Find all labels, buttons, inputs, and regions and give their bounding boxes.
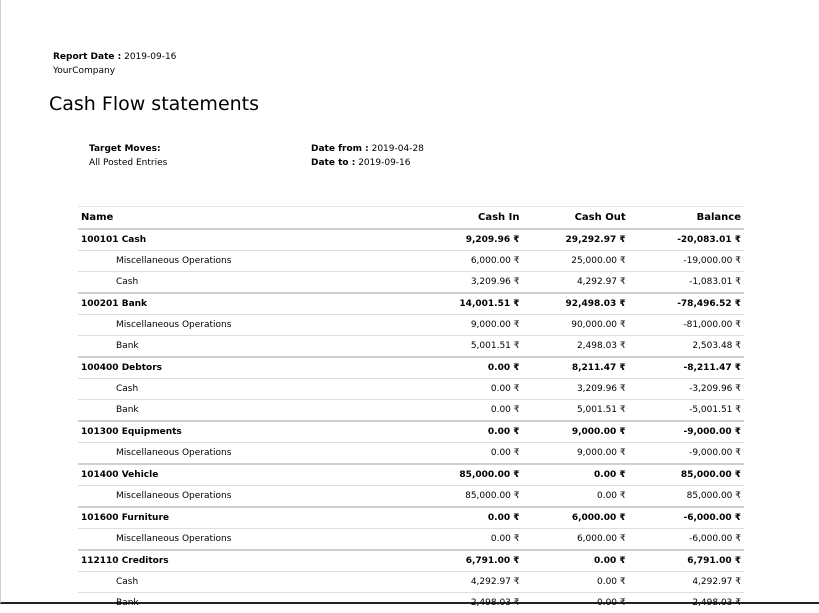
cash-in-value: 2,498.03 ₹ xyxy=(395,593,522,613)
account-group-row xyxy=(78,229,744,251)
account-group-row xyxy=(78,507,744,529)
cash-in-value: 9,000.00 ₹ xyxy=(395,315,522,336)
journal-name: Miscellaneous Operations xyxy=(78,251,395,272)
account-name: 101600 Furniture xyxy=(78,507,395,529)
cash-in-value: 0.00 ₹ xyxy=(395,379,522,400)
journal-name: Miscellaneous Operations xyxy=(78,315,395,336)
column-header-cash-out: Cash Out xyxy=(523,207,629,230)
cash-out-value: 0.00 ₹ xyxy=(523,550,629,572)
report-date-line xyxy=(53,50,176,64)
cash-out-value: 4,292.97 ₹ xyxy=(523,272,629,294)
balance-value: -81,000.00 ₹ xyxy=(629,315,744,336)
cash-in-value: 0.00 ₹ xyxy=(395,507,522,529)
cash-out-value: 0.00 ₹ xyxy=(523,572,629,593)
cash-out-value: 0.00 ₹ xyxy=(523,593,629,613)
balance-value: -6,000.00 ₹ xyxy=(629,529,744,551)
cash-out-value: 6,000.00 ₹ xyxy=(523,529,629,551)
account-group-row xyxy=(78,550,744,572)
cash-out-value: 92,498.03 ₹ xyxy=(523,293,629,315)
journal-detail-row xyxy=(78,272,744,294)
date-range-block xyxy=(311,142,424,170)
balance-value: -78,496.52 ₹ xyxy=(629,293,744,315)
journal-name: Cash xyxy=(78,272,395,294)
cash-out-value: 3,209.96 ₹ xyxy=(523,379,629,400)
journal-name: Miscellaneous Operations xyxy=(78,443,395,465)
table-header-row xyxy=(78,207,744,230)
cash-in-value: 0.00 ₹ xyxy=(395,400,522,422)
balance-value: -6,000.00 ₹ xyxy=(629,507,744,529)
date-to-label: Date to : xyxy=(311,158,355,168)
balance-value: -19,000.00 ₹ xyxy=(629,251,744,272)
account-group-row xyxy=(78,293,744,315)
balance-value: -20,083.01 ₹ xyxy=(629,229,744,251)
balance-value: -9,000.00 ₹ xyxy=(629,443,744,465)
journal-detail-row xyxy=(78,486,744,508)
target-moves-value: All Posted Entries xyxy=(89,156,167,170)
cash-out-value: 0.00 ₹ xyxy=(523,486,629,508)
journal-detail-row xyxy=(78,572,744,593)
cash-in-value: 85,000.00 ₹ xyxy=(395,486,522,508)
cash-in-value: 0.00 ₹ xyxy=(395,421,522,443)
column-header-cash-in: Cash In xyxy=(395,207,522,230)
cash-in-value: 85,000.00 ₹ xyxy=(395,464,522,486)
cash-in-value: 0.00 ₹ xyxy=(395,357,522,379)
cash-out-value: 29,292.97 ₹ xyxy=(523,229,629,251)
journal-name: Bank xyxy=(78,336,395,358)
cash-in-value: 0.00 ₹ xyxy=(395,529,522,551)
report-date-value: 2019-09-16 xyxy=(124,52,176,62)
cash-flow-table xyxy=(78,206,744,613)
report-date-label: Report Date : xyxy=(53,52,121,62)
balance-value: 85,000.00 ₹ xyxy=(629,486,744,508)
account-group-row xyxy=(78,464,744,486)
journal-name: Miscellaneous Operations xyxy=(78,486,395,508)
balance-value: 85,000.00 ₹ xyxy=(629,464,744,486)
cash-in-value: 5,001.51 ₹ xyxy=(395,336,522,358)
page-title: Cash Flow statements xyxy=(49,93,259,115)
cash-out-value: 9,000.00 ₹ xyxy=(523,421,629,443)
cash-out-value: 90,000.00 ₹ xyxy=(523,315,629,336)
balance-value: 4,292.97 ₹ xyxy=(629,572,744,593)
journal-name: Bank xyxy=(78,593,395,613)
date-from-value: 2019-04-28 xyxy=(372,144,424,154)
cash-out-value: 6,000.00 ₹ xyxy=(523,507,629,529)
journal-name: Miscellaneous Operations xyxy=(78,529,395,551)
cash-in-value: 6,000.00 ₹ xyxy=(395,251,522,272)
journal-detail-row xyxy=(78,529,744,551)
account-name: 100400 Debtors xyxy=(78,357,395,379)
account-name: 101300 Equipments xyxy=(78,421,395,443)
journal-name: Cash xyxy=(78,379,395,400)
account-group-row xyxy=(78,421,744,443)
journal-detail-row xyxy=(78,400,744,422)
report-header xyxy=(53,50,176,78)
cash-in-value: 4,292.97 ₹ xyxy=(395,572,522,593)
cash-out-value: 0.00 ₹ xyxy=(523,464,629,486)
cash-out-value: 5,001.51 ₹ xyxy=(523,400,629,422)
balance-value: -3,209.96 ₹ xyxy=(629,379,744,400)
table-body xyxy=(78,229,744,613)
balance-value: 2,503.48 ₹ xyxy=(629,336,744,358)
cash-in-value: 3,209.96 ₹ xyxy=(395,272,522,294)
target-moves-label: Target Moves: xyxy=(89,144,161,154)
cash-out-value: 25,000.00 ₹ xyxy=(523,251,629,272)
balance-value: -8,211.47 ₹ xyxy=(629,357,744,379)
cash-out-value: 8,211.47 ₹ xyxy=(523,357,629,379)
target-moves-block xyxy=(89,142,167,170)
balance-value: -9,000.00 ₹ xyxy=(629,421,744,443)
date-to-value: 2019-09-16 xyxy=(358,158,410,168)
journal-detail-row xyxy=(78,593,744,613)
journal-detail-row xyxy=(78,336,744,358)
journal-name: Cash xyxy=(78,572,395,593)
cash-out-value: 2,498.03 ₹ xyxy=(523,336,629,358)
cash-in-value: 14,001.51 ₹ xyxy=(395,293,522,315)
account-name: 100201 Bank xyxy=(78,293,395,315)
journal-detail-row xyxy=(78,379,744,400)
column-header-balance: Balance xyxy=(629,207,744,230)
journal-detail-row xyxy=(78,251,744,272)
journal-detail-row xyxy=(78,315,744,336)
account-name: 100101 Cash xyxy=(78,229,395,251)
balance-value: -5,001.51 ₹ xyxy=(629,400,744,422)
balance-value: 6,791.00 ₹ xyxy=(629,550,744,572)
account-name: 112110 Creditors xyxy=(78,550,395,572)
balance-value: -1,083.01 ₹ xyxy=(629,272,744,294)
cash-in-value: 0.00 ₹ xyxy=(395,443,522,465)
account-name: 101400 Vehicle xyxy=(78,464,395,486)
date-from-label: Date from : xyxy=(311,144,369,154)
column-header-name: Name xyxy=(78,207,395,230)
company-name: YourCompany xyxy=(53,64,176,78)
account-group-row xyxy=(78,357,744,379)
journal-name: Bank xyxy=(78,400,395,422)
journal-detail-row xyxy=(78,443,744,465)
cash-in-value: 6,791.00 ₹ xyxy=(395,550,522,572)
balance-value: 2,498.03 ₹ xyxy=(629,593,744,613)
cash-in-value: 9,209.96 ₹ xyxy=(395,229,522,251)
cash-out-value: 9,000.00 ₹ xyxy=(523,443,629,465)
